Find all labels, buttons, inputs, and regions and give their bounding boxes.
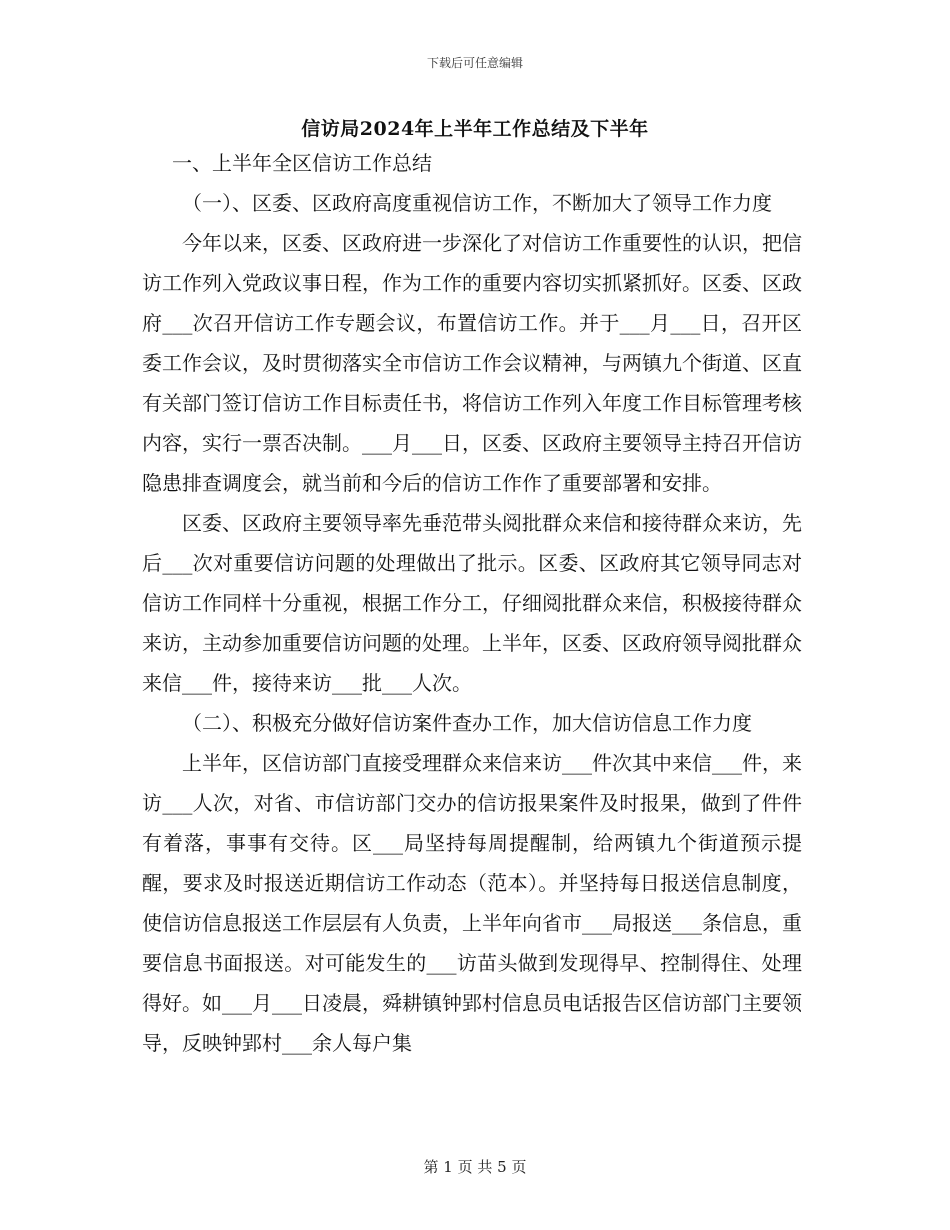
page-header-note: 下载后可任意编辑 xyxy=(426,56,523,70)
document-body xyxy=(142,143,802,1063)
page-number-footer: 第 1 页 共 5 页 xyxy=(423,1158,527,1176)
subsection-heading-1: （一）、区委、区政府高度重视信访工作，不断加大了领导工作力度 xyxy=(182,191,772,215)
section-heading-1: 一、上半年全区信访工作总结 xyxy=(172,151,432,175)
subsection-heading-2: （二）、积极充分做好信访案件查办工作，加大信访信息工作力度 xyxy=(182,711,752,735)
body-paragraph-3: 上半年，区信访部门直接受理群众来信来访___件次其中来信___件，来访___人次，对省、市信访部门交办的信访报果案件及时报果，做到了件件有着落，事事有交待。区___局坚持每周提醒制，给两镇九个街道预示提醒，要求及时报送近期信访工作动态（范本）。并坚持每日报送信息制度，使信访信息报送工作层层有人负责，上半年向省市___局报送___条信息，重要信息书面报送。对可能发生的___访苗头做到发现得早、控制得住、处理得好。如___月___日凌晨，舜耕镇钟郢村信息员电话报告区信访部门主要领导，反映钟郢村___余人每户集 xyxy=(142,751,802,1055)
body-paragraph-2: 区委、区政府主要领导率先垂范带头阅批群众来信和接待群众来访，先后___次对重要信访问题的处理做出了批示。区委、区政府其它领导同志对信访工作同样十分重视，根据工作分工，仔细阅批群众来信，积极接待群众来访，主动参加重要信访问题的处理。上半年，区委、区政府领导阅批群众来信___件，接待来访___批___人次。 xyxy=(142,511,802,695)
document-title: 信访局2024年上半年工作总结及下半年 xyxy=(301,118,649,140)
body-paragraph-1: 今年以来，区委、区政府进一步深化了对信访工作重要性的认识，把信访工作列入党政议事日程，作为工作的重要内容切实抓紧抓好。区委、区政府___次召开信访工作专题会议，布置信访工作。并于___月___日，召开区委工作会议，及时贯彻落实全市信访工作会议精神，与两镇九个街道、区直有关部门签订信访工作目标责任书，将信访工作列入年度工作目标管理考核内容，实行一票否决制。___月___日，区委、区政府主要领导主持召开信访隐患排查调度会，就当前和今后的信访工作作了重要部署和安排。 xyxy=(142,231,802,495)
